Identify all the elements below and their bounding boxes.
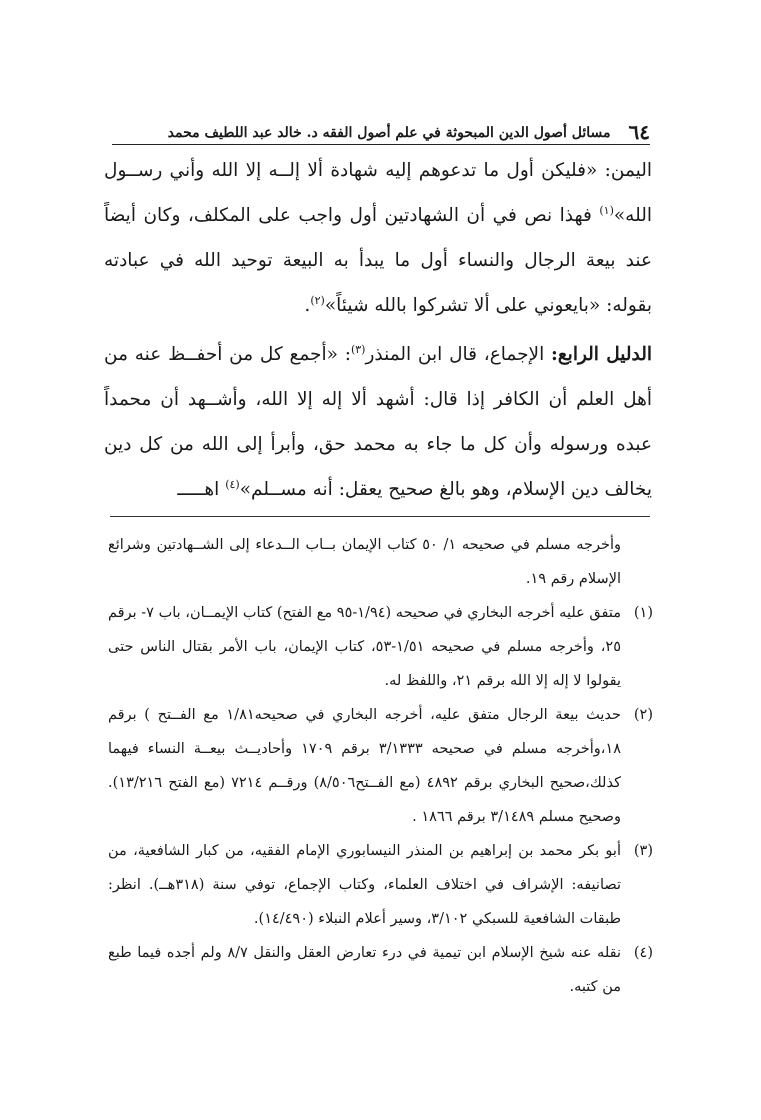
paragraph-2: الدليل الرابع: الإجماع، قال ابن المنذر$^{(٣)}$: «أجمع كل من أحفــظ عنه من أهل العلم أن الكافر إذا قال: أشهد ألا إله إلا الله، وأشــهد أن محمداً عبده ورسوله وأن كل ما جاء به محمد حق، وأبرأ إلى الله من كل دين يخالف دين الإسلام، وهو بالغ صحيح يعقل: أنه مســلم»$^{(٤)}$ اهـــــ — [104, 342, 652, 500]
footnote-ref-3: (٣) — [350, 342, 366, 356]
footnote-number: (٣) — [633, 843, 653, 859]
footnote-ref-2: (٢) — [310, 293, 325, 307]
footnote-1 — [108, 596, 653, 698]
footnote-number: (٢) — [633, 707, 653, 723]
footnote-text: نقله عنه شيخ الإسلام ابن تيمية في درء تعارض العقل والنقل ٨/٧ ولم أجده فيما طبع من كتبه. — [108, 945, 621, 995]
footnote-ref-1: (١) — [599, 203, 614, 217]
footnote-3 — [108, 834, 653, 936]
page-number: ٦٤ — [628, 120, 650, 144]
footnote-divider — [110, 516, 650, 517]
section-label: الدليل الرابع: — [551, 344, 652, 365]
paragraph-1: اليمن: «فليكن أول ما تدعوهم إليه شهادة ألا إلــه إلا الله وأني رســول الله»$^{(١)}$ فهذا نص في أن الشهادتين أول واجب على المكلف، وكان أيضاً عند بيعة الرجال والنساء أول ما يبدأ به البيعة توحيد الله في عبادته بقوله: «بايعوني على ألا تشركوا بالله شيئاً»$^{(٢)}$. — [104, 160, 652, 316]
footnote-ref-4: (٤) — [225, 477, 240, 491]
footnote-4 — [108, 936, 653, 1004]
footnote-text: حديث بيعة الرجال متفق عليه، أخرجه البخاري في صحيحه١/٨١ مع الفــتح ) برقم ١٨،وأخرجه مسلم في صحيحه ٣/١٣٣٣ برقم ١٧٠٩ وأحاديــث بيعــة النساء فيهما كذلك،صحيح البخاري برقم ٤٨٩٢ (مع الفــتح٨/٥٠٦) ورقــم ٧٢١٤ (مع الفتح ١٣/٢١٦). وصحيح مسلم ٣/١٤٨٩ برقم ١٨٦٦ . — [108, 707, 621, 825]
footnote-text: متفق عليه أخرجه البخاري في صحيحه (١/٩٤-٩٥ مع الفتح) كتاب الإيمــان، باب ٧- برقم ٢٥، وأخرجه مسلم في صحيحه ١/٥١-٥٣، كتاب الإيمان، باب الأمر بقتال الناس حتى يقولوا لا إله إلا الله برقم ٢١، واللفظ له. — [108, 605, 621, 689]
footnote-number: (٤) — [633, 945, 653, 961]
main-text — [104, 148, 652, 512]
footnotes — [108, 528, 653, 1004]
running-title: مسائل أصول الدين المبحوثة في علم أصول الفقه د. خالد عبد اللطيف محمد — [167, 125, 611, 141]
footnote-2 — [108, 698, 653, 834]
footnote-number: (١) — [633, 605, 653, 621]
page-header — [112, 118, 650, 145]
footnote-continuation: وأخرجه مسلم في صحيحه ١/ ٥٠ كتاب الإيمان بــاب الــدعاء إلى الشــهادتين وشرائع الإسلام رقم ١٩. — [108, 537, 621, 587]
footnote-text: أبو بكر محمد بن إبراهيم بن المنذر النيسابوري الإمام الفقيه، من كبار الشافعية، من تصانيفه: الإشراف في اختلاف العلماء، وكتاب الإجماع، توفي سنة (٣١٨هــ). انظر: طبقات الشافعية للسبكي ٣/١٠٢، وسير أعلام النبلاء (١٤/٤٩٠). — [108, 843, 621, 927]
